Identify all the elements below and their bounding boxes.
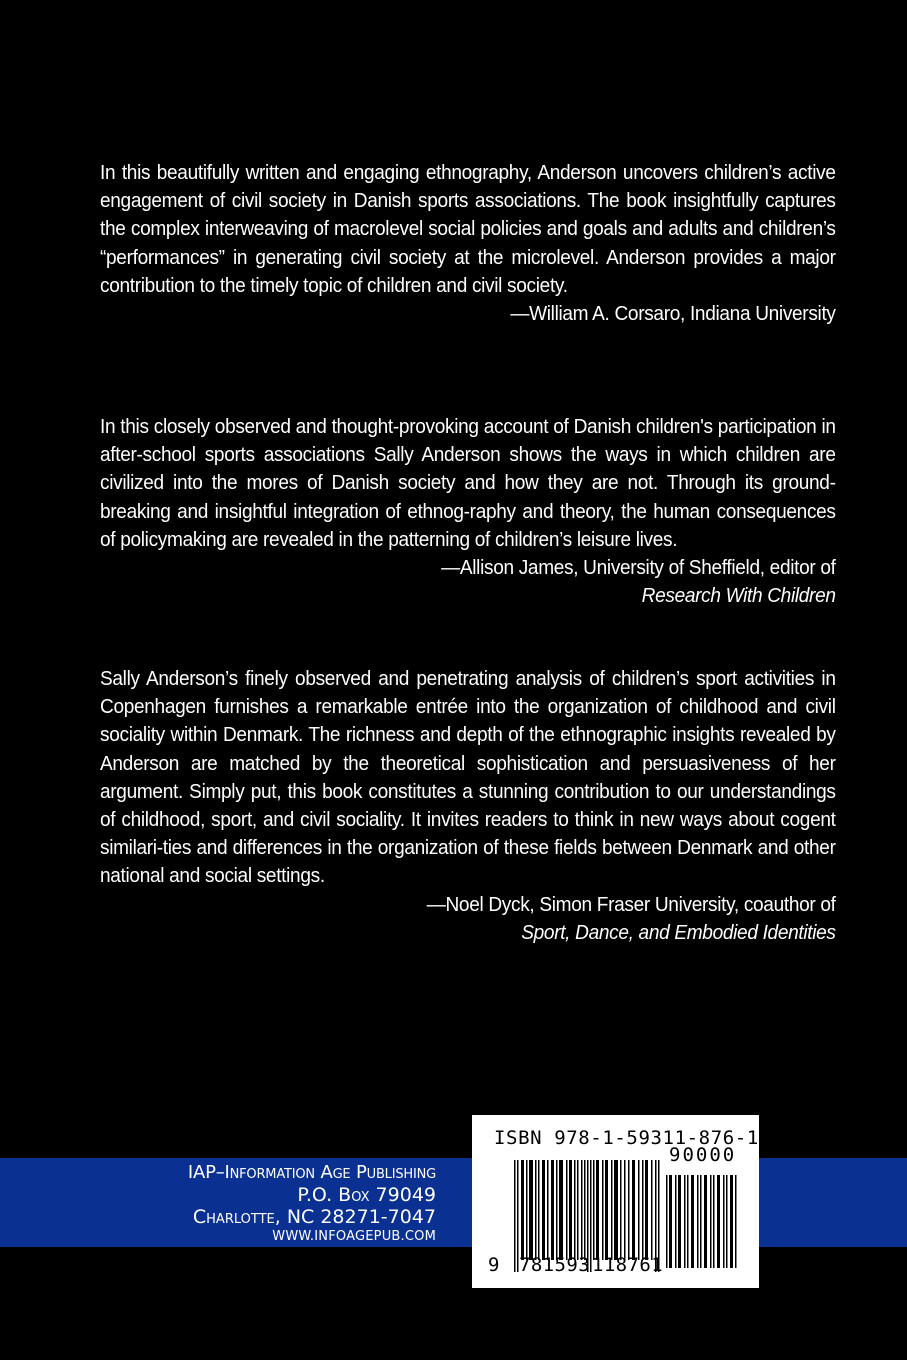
- isbn-barcode: [472, 1115, 759, 1288]
- publisher-city: Charlotte, NC 28271-7047: [192, 1206, 436, 1228]
- publisher-po-box: P.O. Box 79049: [297, 1184, 436, 1206]
- blurb-text: In this closely observed and thought-provoking account of Danish children's participation in after-school sports associations Sally Anderson shows the ways in which children are civilized into the mores of Danish society and how they are not. Through its ground-breaking and insightful integration of ethnog-raphy and theory, the human consequences of policymaking are revealed in the patterning of children’s leisure lives.: [100, 415, 836, 551]
- publisher-name: IAP–Information Age Publishing: [187, 1162, 436, 1183]
- ean-left-digits: 781593: [519, 1254, 591, 1276]
- isbn-label: ISBN 978-1-59311-876-1: [494, 1127, 759, 1149]
- publisher-band: [0, 1158, 907, 1247]
- endorsement-book-title: Sport, Dance, and Embodied Identities: [521, 920, 836, 944]
- ean-right-digits: 118761: [592, 1254, 664, 1276]
- endorsement-corsaro: [100, 159, 836, 328]
- endorsement-attribution: —William A. Corsaro, Indiana University: [510, 302, 836, 326]
- endorsement-attribution: —Noel Dyck, Simon Fraser University, coauthor of: [426, 892, 836, 916]
- endorsement-book-title: Research With Children: [641, 584, 836, 608]
- publisher-website: WWW.INFOAGEPUB.COM: [272, 1229, 436, 1244]
- endorsement-attribution: —Allison James, University of Sheffield, editor of: [441, 556, 836, 580]
- endorsement-dyck: [100, 665, 836, 947]
- endorsement-james: [100, 413, 836, 610]
- ean-first-digit: 9: [488, 1254, 500, 1276]
- price-addon-label: 90000: [669, 1144, 737, 1166]
- addon-barcode-bars: [666, 1175, 738, 1268]
- blurb-text: In this beautifully written and engaging ethnography, Anderson uncovers children’s active engagement of civil society in Danish sports associations. The book insightfully captures the complex interweaving of macrolevel social policies and goals and adults and children’s “performances” in generating civil society at the microlevel. Anderson provides a major contribution to the timely topic of children and civil society.: [100, 161, 836, 297]
- blurb-text: Sally Anderson’s finely observed and penetrating analysis of children’s sport activities in Copenhagen furnishes a remarkable entrée into the organization of childhood and civil sociality within Denmark. The richness and depth of the ethnographic insights revealed by Anderson are matched by the theoretical sophistication and persuasiveness of her argument. Simply put, this book constitutes a stunning contribution to our understandings of childhood, sport, and civil sociality. It invites readers to think in new ways about cogent similari-ties and differences in the organization of these fields between Denmark and other national and social settings.: [100, 667, 836, 888]
- publisher-info: [188, 1162, 436, 1245]
